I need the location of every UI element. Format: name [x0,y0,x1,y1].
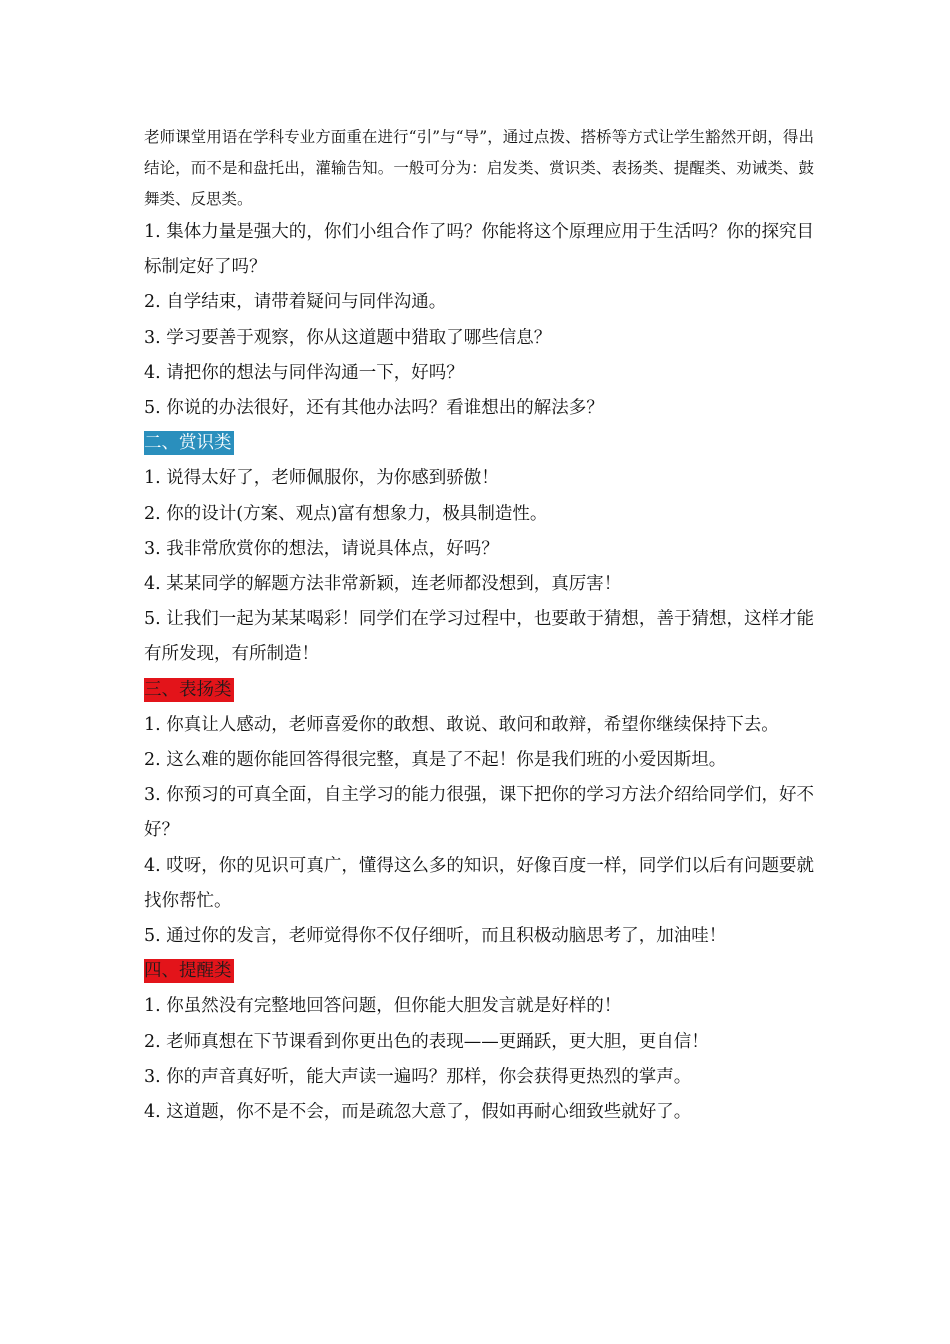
list-item: 2. 这么难的题你能回答得很完整，真是了不起！你是我们班的小爱因斯坦。 [144,750,727,771]
section-enlightening [144,215,814,426]
list-item: 3. 你预习的可真全面，自主学习的能力很强，课下把你的学习方法介绍给同学们，好不好？ [144,785,814,841]
section-heading [144,426,814,461]
section-heading [144,954,814,989]
document-body [144,122,814,1130]
list-item: 1. 你虽然没有完整地回答问题，但你能大胆发言就是好样的！ [144,996,622,1017]
list-item: 4. 请把你的想法与同伴沟通一下，好吗？ [144,362,464,383]
list-item: 2. 自学结束，请带着疑问与同伴沟通。 [144,292,447,313]
list-item: 4. 这道题，你不是不会，而是疏忽大意了，假如再耐心细致些就好了。 [144,1102,692,1123]
section-heading-label: 二、赏识类 [144,433,232,454]
list-item: 1. 你真让人感动，老师喜爱你的敢想、敢说、敢问和敢辩，希望你继续保持下去。 [144,714,779,735]
list-item: 4. 某某同学的解题方法非常新颖，连老师都没想到，真厉害！ [144,574,622,595]
list-item: 5. 让我们一起为某某喝彩！同学们在学习过程中，也要敢于猜想，善于猜想，这样才能有所发现，有所制造！ [144,609,814,665]
intro-paragraph: 老师课堂用语在学科专业方面重在进行“引”与“导”，通过点拨、搭桥等方式让学生豁然开朗，得出结论，而不是和盘托出，灌输告知。一般可分为：启发类、赏识类、表扬类、提醒类、劝诫类、鼓舞类、反思类。 [144,128,814,208]
list-item: 2. 你的设计(方案、观点)富有想象力，极具制造性。 [144,503,548,524]
section-appreciation [144,426,814,672]
list-item: 1. 集体力量是强大的，你们小组合作了吗？你能将这个原理应用于生活吗？你的探究目标制定好了吗？ [144,222,814,278]
list-item: 3. 学习要善于观察，你从这道题中猎取了哪些信息？ [144,327,552,348]
list-item: 2. 老师真想在下节课看到你更出色的表现——更踊跃，更大胆，更自信！ [144,1031,709,1052]
list-item: 3. 我非常欣赏你的想法，请说具体点，好吗？ [144,538,499,559]
section-heading [144,673,814,708]
list-item: 1. 说得太好了，老师佩服你，为你感到骄傲！ [144,468,499,489]
list-item: 5. 通过你的发言，老师觉得你不仅仔细听，而且积极动脑思考了，加油哇！ [144,926,727,947]
section-heading-label: 四、提醒类 [144,961,232,982]
list-item: 4. 哎呀，你的见识可真广，懂得这么多的知识，好像百度一样，同学们以后有问题要就找你帮忙。 [144,855,814,911]
list-item: 5. 你说的办法很好，还有其他办法吗？看谁想出的解法多？ [144,398,604,419]
section-heading-label: 三、表扬类 [144,679,232,700]
list-item: 3. 你的声音真好听，能大声读一遍吗？那样，你会获得更热烈的掌声。 [144,1066,692,1087]
section-reminder [144,954,814,1130]
section-praise [144,673,814,955]
